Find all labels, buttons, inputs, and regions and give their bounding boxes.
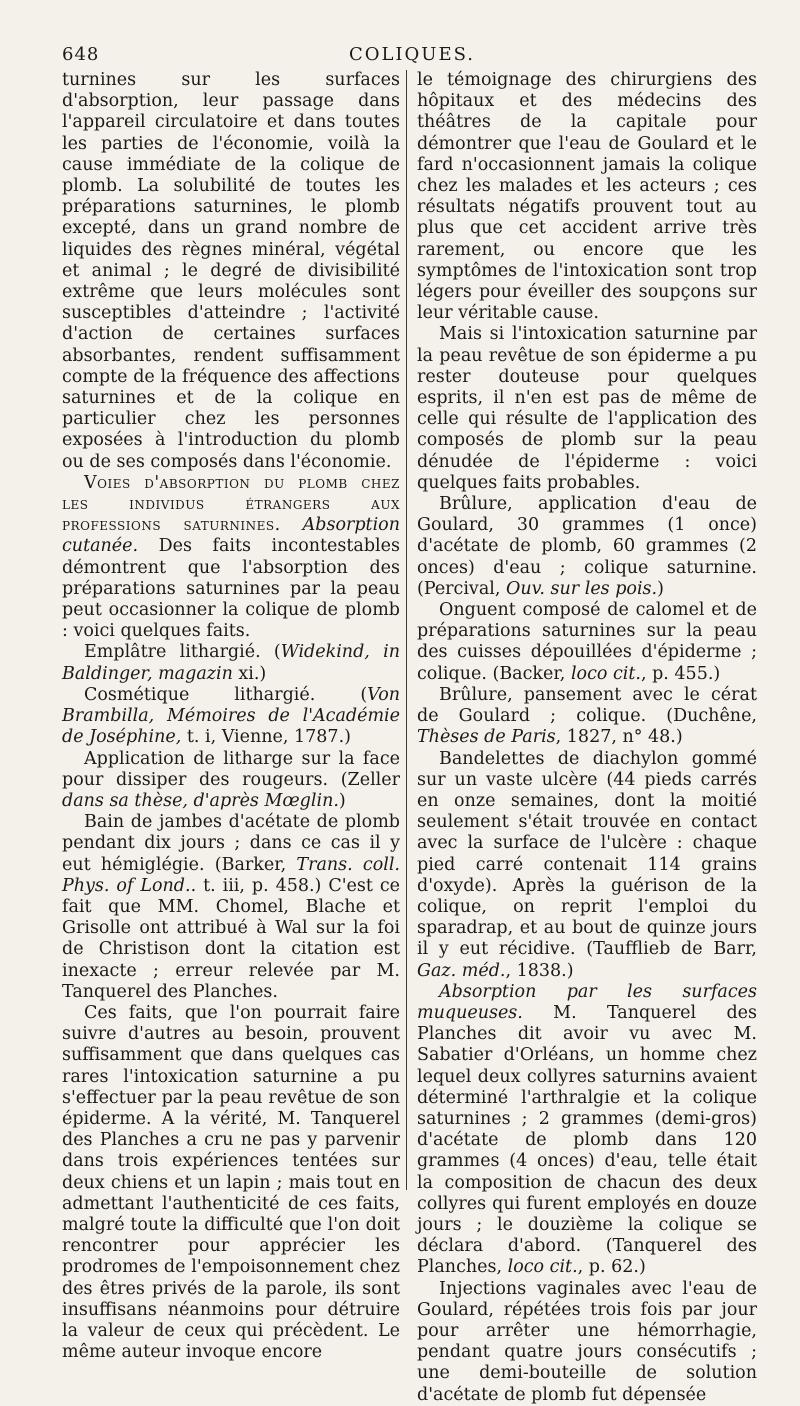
page-header: [62, 42, 762, 68]
paragraph: Injections vaginales avec l'eau de Goulard, répétées trois fois par jour pour arrêter une hémorrhagie, pendant quatre jours consécutifs ; une demi-bouteille de solution d'acétate de plomb fut dépensée: [417, 1278, 757, 1405]
paragraph-body: Des faits incontestables démontrent que l'absorption des préparations saturnines par la peau peut occasionner la colique de plomb : voici quelques faits.: [62, 536, 400, 642]
reference: loco cit.: [507, 1257, 578, 1278]
citation-paragraph: Bain de jambes d'acétate de plomb pendant dix jours ; dans ce cas il y eut hémiglégie. (Barker, Trans. coll. Phys. of Lond.. t. iii, p. 458.) C'est ce fait que MM. Chomel, Blache et Grisolle ont attribué à Wal sur la foi de Christison dont la citation est inexacte ; erreur relevée par M. Tanquerel des Planches.: [62, 812, 400, 1002]
page-number: 648: [62, 44, 100, 65]
citation-paragraph: Absorption par les surfaces muqueuses. M. Tanquerel des Planches dit avoir vu avec M. Sabatier d'Orléans, un homme chez lequel deux collyres saturnins avaient déterminé l'arthralgie et la colique saturnines ; 2 grammes (demi-gros) d'acétate de plomb dans 120 grammes (4 onces) d'eau, telle était la composition de chacun des deux collyres qui furent employés en douze jours ; le douzième la colique se déclara d'abord. (Tanquerel des Planches, loco cit., p. 62.): [417, 981, 757, 1278]
reference: Von Brambilla, Mémoires de l'Académie de Joséphine,: [62, 684, 400, 748]
reference: Widekind, in Baldinger, magazin: [62, 642, 400, 684]
citation-paragraph: Cosmétique lithargié. (Von Brambilla, Mémoires de l'Académie de Joséphine, t. i, Vienne, 1787.): [62, 684, 400, 748]
subsection-title: Absorption par les surfaces muqueuses.: [417, 981, 757, 1023]
reference: loco cit.: [570, 663, 641, 684]
citation-paragraph: Application de litharge sur la face pour dissiper des rougeurs. (Zeller dans sa thèse, d'après Mœglin.): [62, 748, 400, 811]
running-title: COLIQUES.: [348, 44, 476, 65]
paragraph: Ces faits, que l'on pourrait faire suivre d'autres au besoin, prouvent suffisamment que dans quelques cas rares l'intoxication saturnine a pu s'effectuer par la peau revêtue de son épiderme. A la vérité, M. Tanquerel des Planches a cru ne pas y parvenir dans trois expériences tentées sur deux chiens et un lapin ; mais tout en admettant l'authenticité de ces faits, malgré toute la difficulté que l'on doit rencontrer pour apprécier les prodromes de l'empoisonnement chez des êtres privés de la parole, ils sont insuffisans néanmoins pour détruire la valeur de ceux qui précèdent. Le même auteur invoque encore: [62, 1002, 400, 1363]
column-divider: [406, 70, 407, 1190]
citation-paragraph: Bandelettes de diachylon gommé sur un vaste ulcère (44 pieds carrés en onze semaines, dont la moitié seulement s'était trouvée en contact avec la surface de l'ulcère : chaque pied carré contenait 114 grains d'oxyde). Après la guérison de la colique, on reprit l'emploi du sparadrap, et au bout de quinze jours il y eut récidive. (Taufflieb de Barr, Gaz. méd., 1838.): [417, 748, 757, 981]
section-heading-paragraph: [62, 473, 400, 643]
reference: Ouv. sur les pois.: [505, 578, 658, 599]
subsection-title: Absorption cutanée.: [62, 515, 400, 557]
citation-paragraph: Onguent composé de calomel et de préparations saturnines sur la peau des cuisses dépouillées d'épiderme ; colique. (Backer, loco cit., p. 455.): [417, 600, 757, 684]
citation-paragraph: Brûlure, pansement avec le cérat de Goulard ; colique. (Duchêne, Thèses de Paris, 1827, n° 48.): [417, 684, 757, 748]
paragraph: Mais si l'intoxication saturnine par la peau revêtue de son épiderme a pu rester douteuse pour quelques esprits, il n'en est pas de même de celle qui résulte de l'application des composés de plomb sur la peau dénudée de l'épiderme : voici quelques faits probables.: [417, 324, 757, 493]
paragraph: turnines sur les surfaces d'absorption, leur passage dans l'appareil circulatoire et dans toutes les parties de l'économie, voilà la cause immédiate de la colique de plomb. La solubilité de toutes les préparations saturnines, le plomb excepté, dans un grand nombre de liquides des règnes minéral, végétal et animal ; le degré de divisibilité extrême que leurs molécules sont susceptibles d'atteindre ; l'activité d'action de certaines surfaces absorbantes, rendent suffisamment compte de la fréquence des affections saturnines et de la colique en particulier chez les personnes exposées à l'introduction du plomb ou de ses composés dans l'économie.: [62, 70, 400, 472]
paragraph: le témoignage des chirurgiens des hôpitaux et des médecins des théâtres de la capitale pour démontrer que l'eau de Goulard et le fard n'occasionnent jamais la colique chez les malades et les acteurs ; ces résultats négatifs prouvent tout au plus que cet accident arrive très rarement, ou encore que les symptômes de l'intoxication sont trop légers pour éveiller des soupçons sur leur véritable cause.: [417, 70, 757, 324]
section-heading: Voies d'absorption du plomb chez les individus étrangers aux professions saturnines.: [62, 472, 400, 536]
reference: Trans. coll. Phys. of Lond.: [62, 854, 400, 896]
reference: dans sa thèse, d'après Mœglin.: [62, 790, 339, 811]
citation-paragraph: Brûlure, application d'eau de Goulard, 30 grammes (1 once) d'acétate de plomb, 60 grammes (2 onces) d'eau ; colique saturnine. (Percival, Ouv. sur les pois.): [417, 494, 757, 599]
reference: Gaz. méd.: [417, 960, 506, 981]
reference: Thèses de Paris: [417, 727, 556, 748]
citation-paragraph: Emplâtre lithargié. (Widekind, in Baldinger, magazin xi.): [62, 642, 400, 684]
left-column: [62, 70, 400, 1363]
right-column: [417, 70, 757, 1405]
